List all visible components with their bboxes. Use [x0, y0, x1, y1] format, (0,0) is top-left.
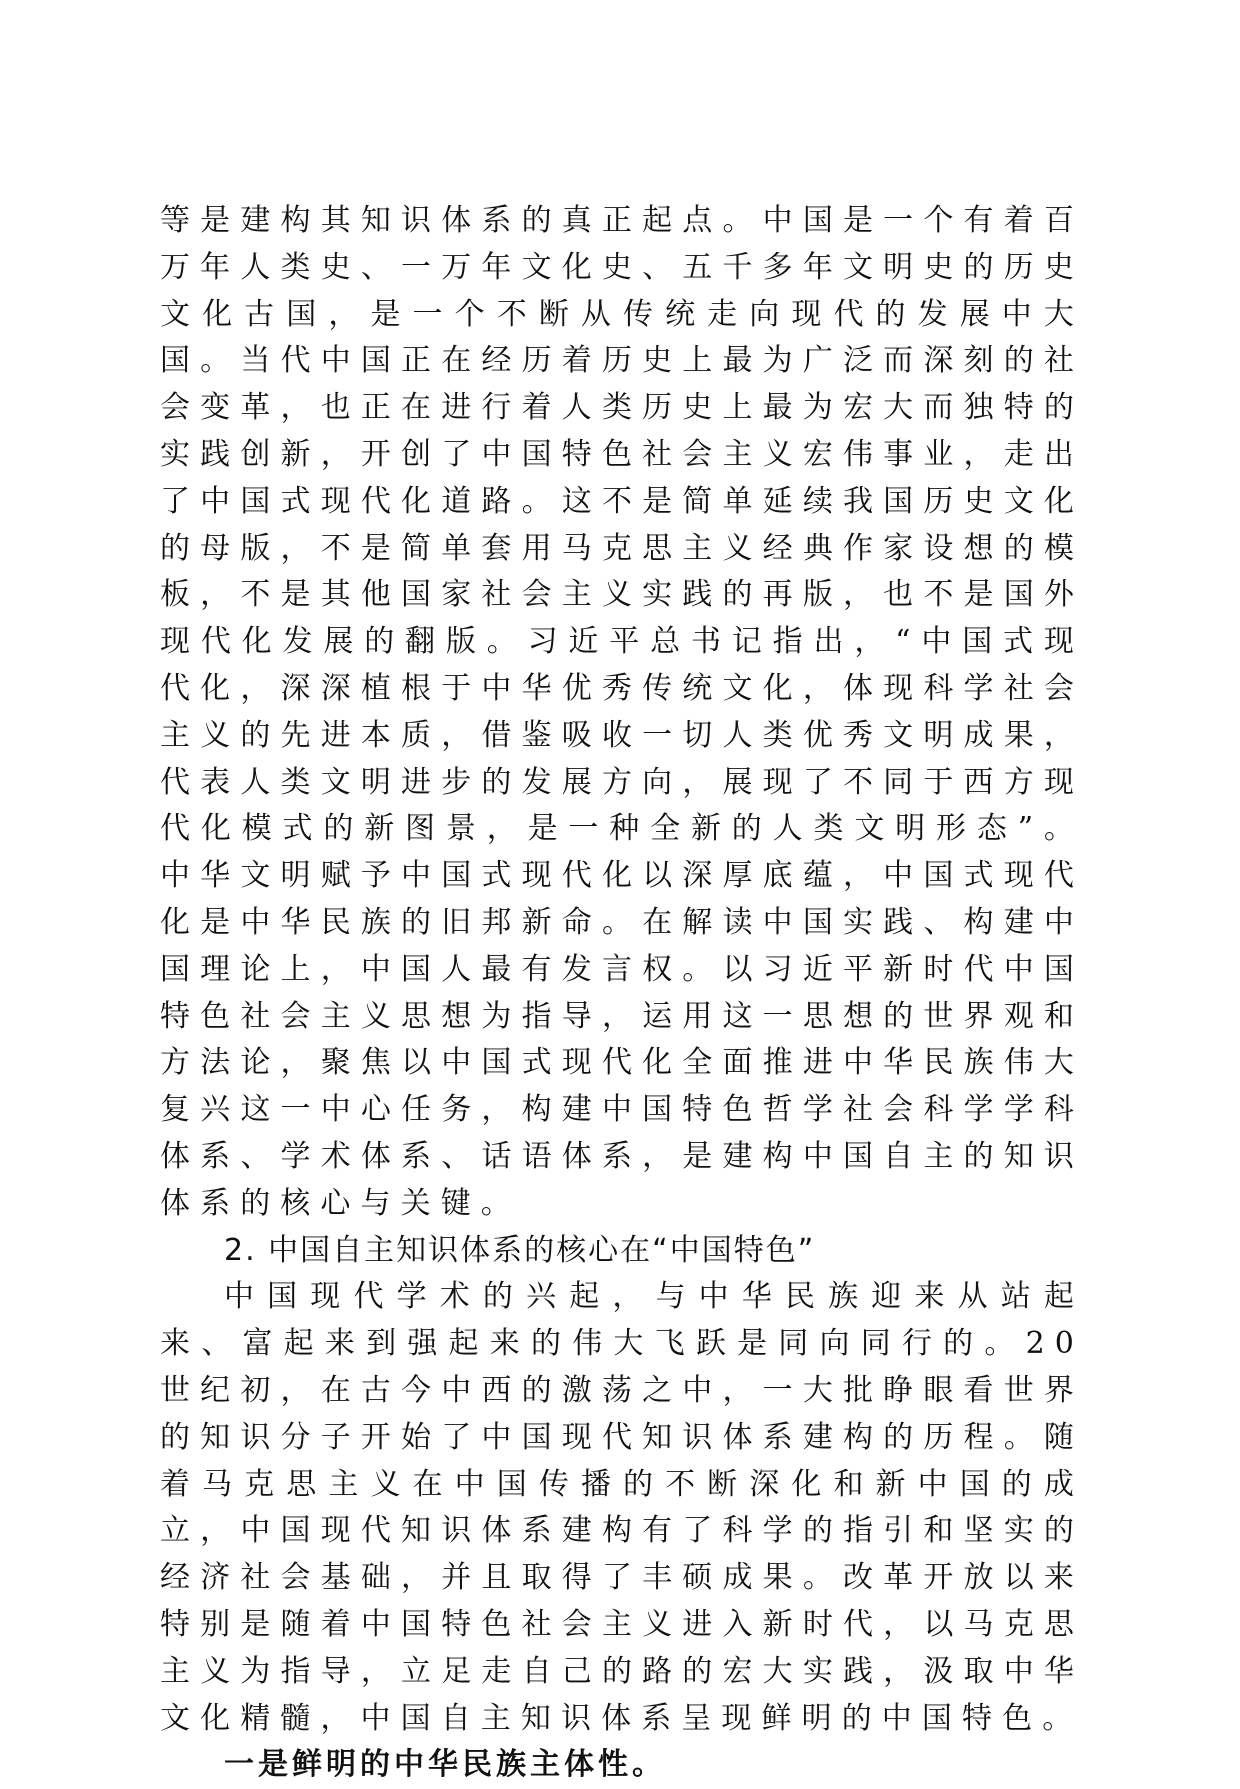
section-heading-2: 2. 中国自主知识体系的核心在“中国特色” — [224, 1232, 816, 1268]
document-body — [160, 198, 1084, 1789]
bold-point-1: 一是鲜明的中华民族主体性。 — [224, 1747, 666, 1783]
body-paragraph-2: 中国现代学术的兴起，与中华民族迎来从站起来、富起来到强起来的伟大飞跃是同向同行的。20世纪初，在古今中西的激荡之中，一大批睁眼看世界的知识分子开始了中国现代知识体系建构的历程。随着马克思主义在中国传播的不断深化和新中国的成立，中国现代知识体系建构有了科学的指引和坚实的经济社会基础，并且取得了丰硕成果。改革开放以来特别是随着中国特色社会主义进入新时代，以马克思主义为指导，立足走自己的路的宏大实践，汲取中华文化精髓，中国自主知识体系呈现鲜明的中国特色。 — [160, 1279, 1084, 1736]
body-paragraph-1: 等是建构其知识体系的真正起点。中国是一个有着百万年人类史、一万年文化史、五千多年文明史的历史文化古国，是一个不断从传统走向现代的发展中大国。当代中国正在经历着历史上最为广泛而深刻的社会变革，也正在进行着人类历史上最为宏大而独特的实践创新，开创了中国特色社会主义宏伟事业，走出了中国式现代化道路。这不是简单延续我国历史文化的母版，不是简单套用马克思主义经典作家设想的模板，不是其他国家社会主义实践的再版，也不是国外现代化发展的翻版。习近平总书记指出，“中国式现代化，深深植根于中华优秀传统文化，体现科学社会主义的先进本质，借鉴吸收一切人类优秀文明成果，代表人类文明进步的发展方向，展现了不同于西方现代化模式的新图景，是一种全新的人类文明形态”。中华文明赋予中国式现代化以深厚底蕴，中国式现代化是中华民族的旧邦新命。在解读中国实践、构建中国理论上，中国人最有发言权。以习近平新时代中国特色社会主义思想为指导，运用这一思想的世界观和方法论，聚焦以中国式现代化全面推进中华民族伟大复兴这一中心任务，构建中国特色哲学社会科学学科体系、学术体系、话语体系，是建构中国自主的知识体系的核心与关键。 — [160, 203, 1084, 1221]
